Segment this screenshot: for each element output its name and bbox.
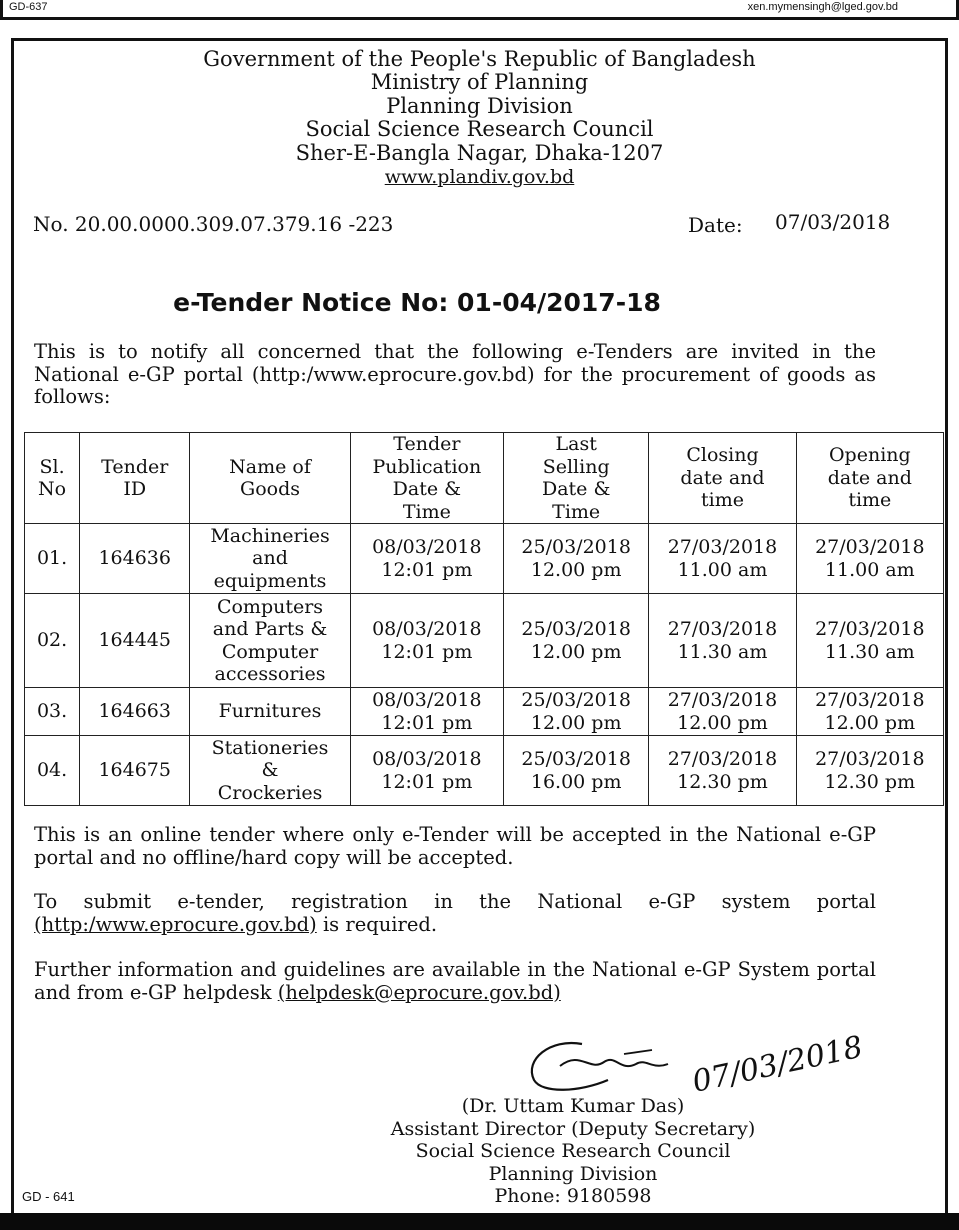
cell-goods: Stationeries & Crockeries: [190, 736, 350, 806]
eprocure-link[interactable]: (http:/www.eprocure.gov.bd): [34, 912, 317, 936]
handwritten-signature: [520, 1020, 900, 1100]
header-line-ministry: Ministry of Planning: [370, 70, 589, 95]
header-line-division: Planning Division: [386, 93, 573, 118]
cell-selling: 25/03/2018 12.00 pm: [504, 524, 649, 594]
header-line-government: Government of the People's Republic of Bangladesh: [203, 47, 756, 71]
cell-goods: Computers and Parts & Computer accessories: [190, 594, 350, 688]
cell-sl: 01.: [25, 524, 80, 594]
further-info-paragraph: Further information and guidelines are available in the National e-GP System portal and from e-GP helpdesk (helpdesk@eprocure.gov.bd): [34, 958, 876, 1004]
tender-table: [24, 432, 944, 806]
sender-email: xen.mymensingh@lged.gov.bd: [747, 1, 898, 13]
memo-number: No. 20.00.0000.309.07.379.16 -223: [33, 212, 394, 236]
cell-closing: 27/03/2018 11.30 am: [649, 594, 796, 688]
signatory-block: [330, 1095, 816, 1208]
signatory-org: Social Science Research Council: [415, 1140, 731, 1162]
col-header-goods: Name of Goods: [190, 433, 350, 524]
table-header-row: [25, 433, 944, 524]
svg-text:07/03/2018: 07/03/2018: [689, 1029, 866, 1100]
cell-sl: 03.: [25, 688, 80, 736]
col-header-selling: Last Selling Date & Time: [504, 433, 649, 524]
table-row: [25, 736, 944, 806]
cell-closing: 27/03/2018 12.30 pm: [649, 736, 796, 806]
cell-opening: 27/03/2018 12.30 pm: [796, 736, 943, 806]
document-code: GD-637: [9, 1, 48, 13]
col-header-opening: Opening date and time: [796, 433, 943, 524]
signatory-title: Assistant Director (Deputy Secretary): [390, 1117, 756, 1140]
date-value: 07/03/2018: [775, 210, 891, 234]
cell-publication: 08/03/2018 12:01 pm: [350, 524, 503, 594]
cell-sl: 02.: [25, 594, 80, 688]
signatory-division: Planning Division: [488, 1162, 658, 1185]
cell-tender-id: 164636: [80, 524, 190, 594]
cell-publication: 08/03/2018 12:01 pm: [350, 688, 503, 736]
helpdesk-email-link[interactable]: (helpdesk@eprocure.gov.bd): [277, 980, 561, 1004]
cell-tender-id: 164663: [80, 688, 190, 736]
signatory-name: (Dr. Uttam Kumar Das): [461, 1095, 685, 1117]
signatory-phone: Phone: 9180598: [494, 1185, 652, 1207]
cell-closing: 27/03/2018 11.00 am: [649, 524, 796, 594]
cell-tender-id: 164675: [80, 736, 190, 806]
online-tender-paragraph: This is an online tender where only e-Tender will be accepted in the National e-GP portal and no offline/hard copy will be accepted.: [34, 823, 876, 869]
cell-opening: 27/03/2018 11.00 am: [796, 524, 943, 594]
cell-selling: 25/03/2018 16.00 pm: [504, 736, 649, 806]
col-header-tender-id: Tender ID: [80, 433, 190, 524]
cell-opening: 27/03/2018 11.30 am: [796, 594, 943, 688]
date-label: Date:: [688, 213, 743, 237]
bottom-border: [0, 1213, 959, 1230]
header-line-address: Sher-E-Bangla Nagar, Dhaka-1207: [295, 140, 664, 165]
intro-paragraph: This is to notify all concerned that the following e-Tenders are invited in the National e-GP portal (http:/www.eprocure.gov.bd) for the procurement of goods as follows:: [34, 340, 876, 408]
table-row: [25, 524, 944, 594]
table-row: [25, 688, 944, 736]
col-header-closing: Closing date and time: [649, 433, 796, 524]
cell-goods: Furnitures: [190, 688, 350, 736]
cell-closing: 27/03/2018 12.00 pm: [649, 688, 796, 736]
cell-tender-id: 164445: [80, 594, 190, 688]
cell-publication: 08/03/2018 12:01 pm: [350, 736, 503, 806]
cell-publication: 08/03/2018 12:01 pm: [350, 594, 503, 688]
registration-paragraph: To submit e-tender, registration in the National e-GP system portal (http:/www.eprocure.gov.bd) is required.: [34, 890, 876, 936]
cell-opening: 27/03/2018 12.00 pm: [796, 688, 943, 736]
col-header-publication: Tender Publication Date & Time: [350, 433, 503, 524]
notice-title: e-Tender Notice No: 01-04/2017-18: [173, 288, 661, 317]
letterhead: [0, 48, 959, 189]
bottom-document-code: GD - 641: [22, 1189, 75, 1204]
table-row: [25, 594, 944, 688]
cell-selling: 25/03/2018 12.00 pm: [504, 688, 649, 736]
cell-selling: 25/03/2018 12.00 pm: [504, 594, 649, 688]
top-bar: [0, 0, 959, 20]
cell-sl: 04.: [25, 736, 80, 806]
cell-goods: Machineries and equipments: [190, 524, 350, 594]
header-line-council: Social Science Research Council: [305, 117, 654, 142]
website-link[interactable]: www.plandiv.gov.bd: [384, 166, 575, 189]
col-header-sl: Sl. No: [25, 433, 80, 524]
